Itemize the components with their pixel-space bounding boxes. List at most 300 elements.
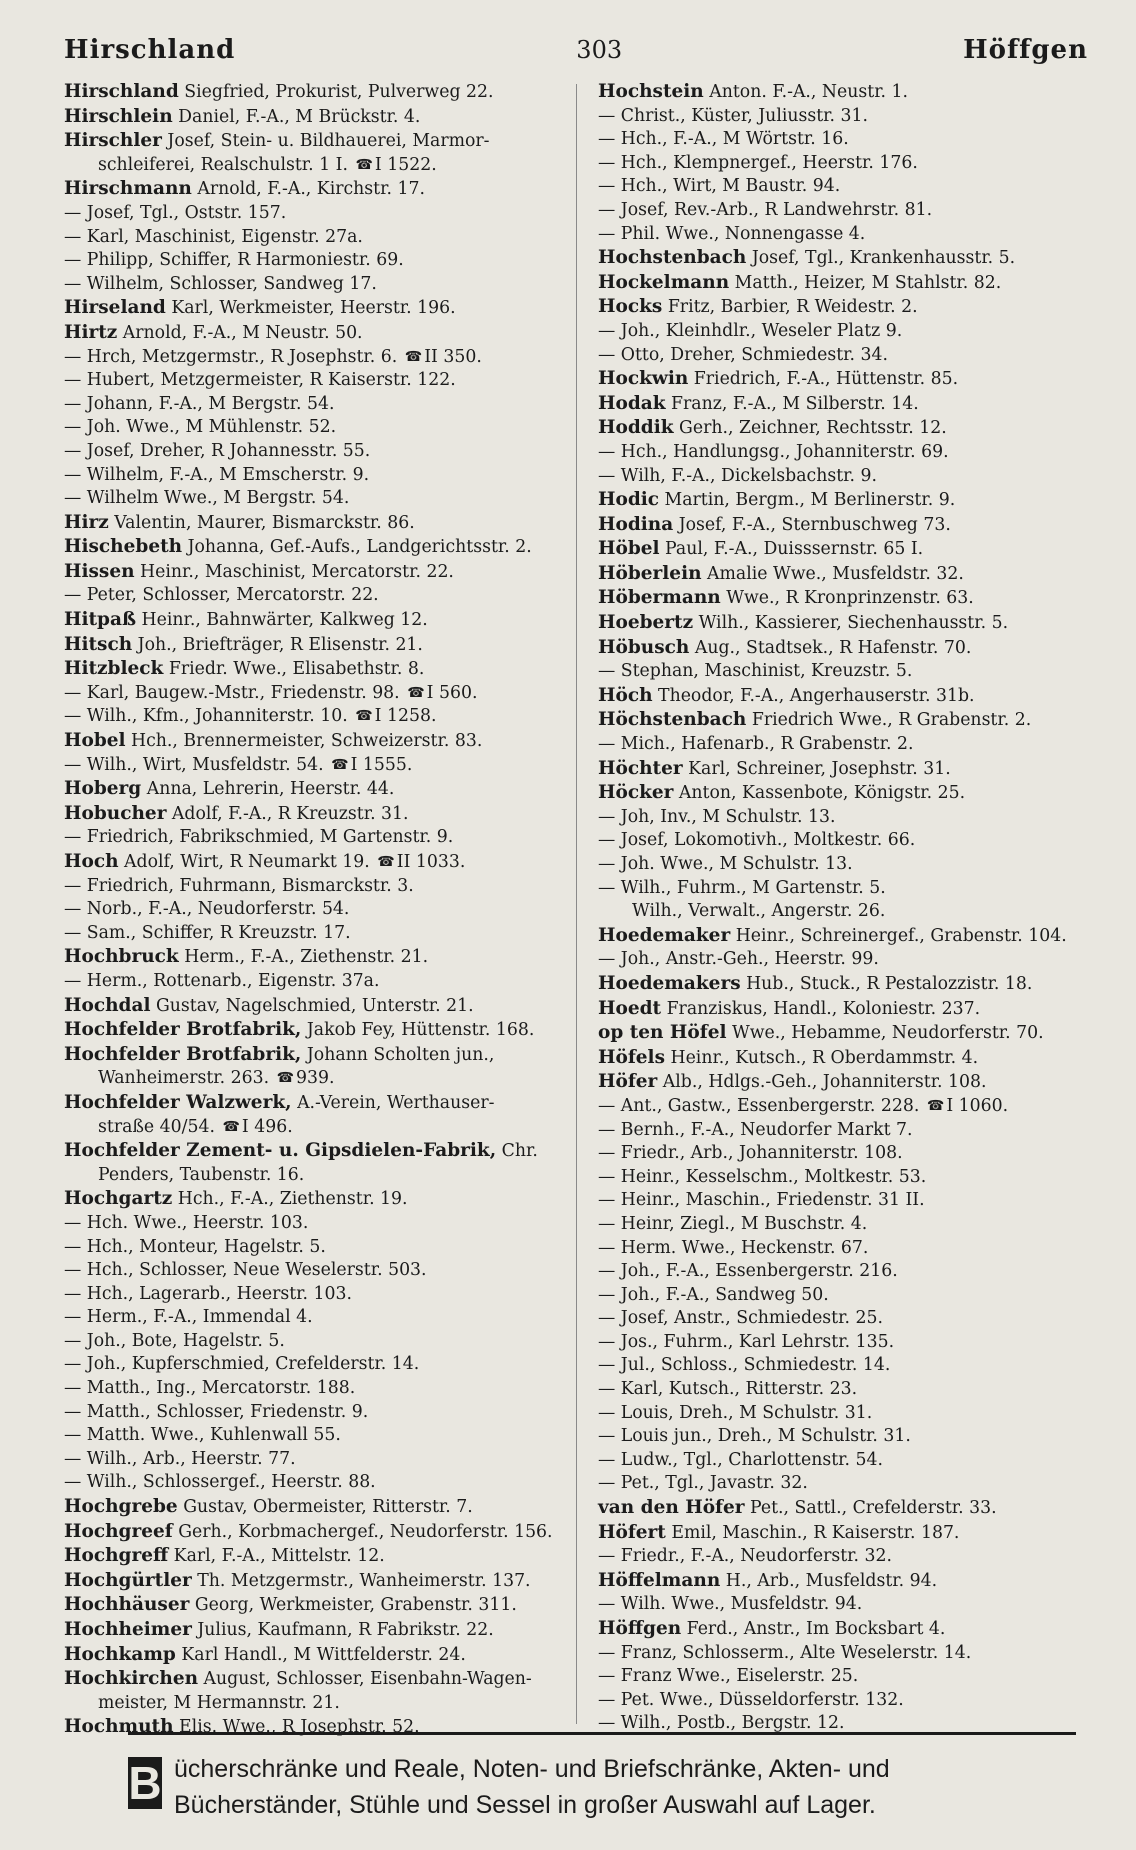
directory-entry [64,945,574,970]
directory-entry [598,684,1088,709]
directory-entry [598,708,1088,733]
directory-entry [64,970,574,994]
entry-details: — Matth., Ing., Mercatorstr. 188. [64,1378,356,1399]
entry-surname: Hodina [598,513,674,535]
entry-phone-number: I 496. [241,1116,293,1137]
directory-entry [598,829,1088,853]
entry-details: — Hch., Monteur, Hagelstr. 5. [64,1236,326,1257]
entry-details: Gustav, Obermeister, Ritterstr. 7. [177,1497,473,1518]
entry-details: — Friedrich, Fabrikschmied, M Gartenstr. 9. [64,827,454,848]
entry-surname: Hochkamp [64,1643,176,1665]
entry-surname: Hochgartz [64,1188,173,1210]
entry-details: — Louis jun., Dreh., M Schulstr. 31. [598,1426,911,1447]
directory-entry [64,1116,574,1140]
directory-entry [64,273,574,297]
entry-surname: Hochbruck [64,946,179,968]
directory-entry [64,1495,574,1520]
entry-details: — Christ., Küster, Juliusstr. 31. [598,105,869,126]
entry-details: — Wilh, F.-A., Dickelsbachstr. 9. [598,465,877,486]
directory-entry [64,487,574,511]
entry-details: Georg, Werkmeister, Grabenstr. 311. [189,1595,517,1616]
entry-details: Anton. F.-A., Neustr. 1. [703,82,909,102]
entry-surname: Höberlein [598,562,702,584]
entry-details: Wilh., Kassierer, Siechenhausstr. 5. [693,613,1009,634]
column-divider [576,84,577,1724]
entry-details: Penders, Taubenstr. 16. [98,1164,305,1185]
entry-details: — Heinr., Maschin., Friedenstr. 31 II. [598,1190,925,1211]
directory-entry [598,152,1088,176]
directory-entry [598,105,1088,129]
directory-entry [598,344,1088,368]
entry-details: Aug., Stadtsek., R Hafenstr. 70. [689,637,972,658]
directory-entry [64,511,574,536]
entry-details: straße 40/54. [98,1116,215,1137]
entry-details: Ferd., Anstr., Im Bocksbart 4. [681,1619,946,1639]
entry-details: — Jos., Fuhrm., Karl Lehrstr. 135. [598,1331,895,1352]
entry-details: — Wilh., Fuhrm., M Gartenstr. 5. [598,877,886,898]
directory-entry [598,1307,1088,1331]
entry-surname: Hochgreff [64,1545,169,1567]
directory-entry [598,1237,1088,1261]
entry-details: H., Arb., Musfeldstr. 94. [720,1570,938,1591]
entry-surname: Hochdal [64,994,151,1016]
directory-entry [64,560,574,585]
entry-details: Johann Scholten jun., [301,1044,495,1065]
entry-details: Karl, Werkmeister, Heerstr. 196. [165,298,456,319]
directory-entry [64,898,574,922]
entry-surname: Hochhäuser [64,1594,190,1616]
ad-text [174,1751,1076,1823]
directory-entry [64,464,574,488]
directory-entry [598,660,1088,684]
directory-entry [598,636,1088,661]
directory-entry [64,1306,574,1330]
directory-entry [598,175,1088,199]
entry-surname: Hirschmann [64,178,192,200]
directory-entry [64,226,574,250]
entry-details: — Wilhelm Wwe., M Bergstr. 54. [64,488,350,509]
entry-surname: Hobel [64,730,126,752]
entry-phone-number: 939. [296,1068,335,1089]
directory-entry [598,1642,1088,1666]
directory-entry [64,1448,574,1472]
entry-details: Franziskus, Handl., Koloniestr. 237. [661,998,981,1019]
directory-entry [64,802,574,827]
directory-entry [64,682,574,706]
directory-entry [598,806,1088,830]
telephone-icon: ☎ [355,708,373,725]
entry-details: — Hrch, Metzgermstr., R Josephstr. 6. [64,346,398,367]
entry-surname: Hitsch [64,633,133,655]
entry-surname: Hocks [598,296,663,318]
entry-surname: Höbusch [598,636,690,658]
directory-entry [64,1471,574,1495]
entry-details: Heinr., Schreinergef., Grabenstr. 104. [730,925,1067,946]
entry-details: — Herm., Rottenarb., Eigenstr. 37a. [64,970,380,991]
entry-phone-number: I 1522. [374,154,437,175]
entry-details: Daniel, F.-A., M Brückstr. 4. [172,106,421,127]
directory-entry [598,1021,1088,1046]
directory-entry [598,733,1088,757]
directory-entry [64,177,574,202]
entry-details: Jakob Fey, Hüttenstr. 168. [301,1020,535,1041]
directory-entry [598,1189,1088,1213]
directory-entry [64,633,574,658]
entry-surname: Hochfelder Walzwerk, [64,1091,292,1113]
entry-details: Wilh., Verwalt., Angerstr. 26. [632,901,886,922]
entry-surname: Höbel [598,538,660,560]
directory-entry [598,1213,1088,1237]
entry-surname: Höffgen [598,1618,682,1639]
ad-initial-letter: B [128,1757,162,1809]
entry-details: Amalie Wwe., Musfeldstr. 32. [701,563,964,584]
entry-details: — Philipp, Schiffer, R Harmoniestr. 69. [64,250,404,271]
entry-details: Valentin, Maurer, Bismarckstr. 86. [108,512,415,533]
entry-details: — Hch., Klempnergef., Heerstr. 176. [598,152,918,173]
entry-details: Heinr., Kutsch., R Oberdammstr. 4. [665,1047,979,1068]
directory-entry [598,1119,1088,1143]
entry-surname: Hochgürtler [64,1569,192,1591]
entry-surname: van den Höfer [598,1497,745,1519]
entry-surname: Höcker [598,782,674,804]
entry-details: — Hubert, Metzgermeister, R Kaiserstr. 122. [64,370,456,391]
entry-surname: Hissen [64,560,135,582]
directory-entry [598,1070,1088,1095]
entry-details: — Wilhelm, Schlosser, Sandweg 17. [64,273,377,294]
ad-line-2: Bücherständer, Stühle und Sessel in großer Auswahl auf Lager. [174,1791,876,1819]
entry-details: Gustav, Nagelschmied, Unterstr. 21. [150,995,474,1016]
entry-details: Arnold, F.-A., M Neustr. 50. [117,322,363,343]
entry-details: — Herm. Wwe., Heckenstr. 67. [598,1237,869,1258]
directory-entry [64,1424,574,1448]
entry-details: Gerh., Zeichner, Rechtsstr. 12. [673,418,947,439]
telephone-icon: ☎ [404,348,423,365]
entry-details: — Norb., F.-A., Neudorferstr. 54. [64,899,350,920]
directory-entry [598,271,1088,296]
entry-surname: Hirseland [64,297,166,319]
directory-entry [64,1259,574,1283]
directory-entry [64,1692,574,1716]
entry-details: Siegfried, Prokurist, Pulverweg 22. [178,82,494,102]
entry-details: Anna, Lehrerin, Heerstr. 44. [141,779,395,800]
entry-details: — Hch. Wwe., Heerstr. 103. [64,1212,309,1233]
entry-surname: Hockwin [598,368,689,390]
entry-phone-number: I 1060. [946,1095,1009,1116]
entry-details: Th. Metzgermstr., Wanheimerstr. 137. [191,1570,531,1591]
entry-surname: Höch [598,684,653,706]
entry-details: — Otto, Dreher, Schmiedestr. 34. [598,344,888,365]
directory-entry [64,1593,574,1618]
directory-entry [598,1378,1088,1402]
entry-details: — Joh, Inv., M Schulstr. 13. [598,806,836,827]
page-header [64,28,1088,72]
directory-entry [64,1618,574,1643]
entry-details: — Joh. Wwe., M Schulstr. 13. [598,854,853,874]
ad-line-1: ücherschränke und Reale, Noten- und Briefschränke, Akten- und [174,1755,890,1783]
directory-entry [598,488,1088,513]
entry-details: — Pet., Tgl., Javastr. 32. [598,1473,808,1494]
directory-entry [64,729,574,754]
entry-details: — Joh., F.-A., Sandweg 50. [598,1284,829,1305]
directory-entry [598,1142,1088,1166]
directory-entry [64,1330,574,1354]
entry-details: — Hch., Handlungsg., Johanniterstr. 69. [598,441,949,462]
directory-entry [598,367,1088,392]
entry-details: Josef, Tgl., Krankenhausstr. 5. [746,248,1016,269]
entry-surname: Hirschlein [64,105,173,127]
page-number: 303 [576,36,623,64]
directory-entry [598,1402,1088,1426]
entry-details: — Joh., Kleinhdlr., Weseler Platz 9. [598,320,903,341]
entry-details: — Heinr., Kesselschm., Moltkestr. 53. [598,1166,927,1187]
entry-surname: Hochfelder Brotfabrik, [64,1043,302,1065]
entry-surname: Hobucher [64,802,167,824]
directory-entry [598,1689,1088,1713]
entry-details: — Stephan, Maschinist, Kreuzstr. 5. [598,661,913,682]
directory-entry [64,1139,574,1164]
entry-phone-number: II 350. [424,346,482,367]
entry-surname: Hochgrebe [64,1496,178,1518]
entry-details: — Matth. Wwe., Kuhlenwall 55. [64,1425,341,1446]
entry-details: — Josef, Anstr., Schmiedestr. 25. [598,1308,883,1329]
directory-entry [64,777,574,802]
entry-surname: Hoebertz [598,612,694,634]
directory-entry [598,223,1088,247]
left-column [64,80,574,1738]
entry-details: Hch., F.-A., Ziethenstr. 19. [172,1189,408,1210]
entry-surname: Hochstenbach [598,247,747,269]
entry-surname: Hochstein [598,81,704,102]
entry-surname: Hischebeth [64,536,183,558]
entry-surname: Hochheimer [64,1619,192,1640]
entry-phone-number: I 1258. [374,706,437,727]
entry-details: — Wilh. Wwe., Musfeldstr. 94. [598,1594,863,1615]
entry-details: Adolf, F.-A., R Kreuzstr. 31. [166,803,409,824]
entry-surname: Höfels [598,1046,665,1068]
directory-entry [598,1046,1088,1071]
entry-details: — Herm., F.-A., Immendal 4. [64,1307,313,1328]
entry-surname: Hoedemaker [598,924,731,946]
directory-entry [64,826,574,850]
entry-details: — Matth., Schlosser, Friedenstr. 9. [64,1401,369,1422]
entry-details: Anton, Kassenbote, Königstr. 25. [673,783,966,804]
entry-surname: Höffelmann [598,1569,721,1591]
directory-entry [64,994,574,1019]
directory-entry [598,1472,1088,1496]
entry-details: — Hch., Wirt, M Baustr. 94. [598,176,841,197]
entry-details: — Heinr, Ziegl., M Buschstr. 4. [598,1213,868,1234]
entry-surname: Hochfelder Zement- u. Gipsdielen-Fabrik, [64,1140,497,1162]
entry-details: — Hch., Lagerarb., Heerstr. 103. [64,1283,352,1304]
directory-entry [64,1667,574,1692]
entry-surname: Höfert [598,1521,666,1543]
directory-entry [64,922,574,946]
entry-surname: Höchter [598,757,683,779]
entry-surname: Hodak [598,392,666,414]
entry-details: Friedrich, F.-A., Hüttenstr. 85. [688,369,959,390]
entry-details: Emil, Maschin., R Kaiserstr. 187. [665,1522,960,1543]
directory-entry [598,320,1088,344]
directory-entry [598,1166,1088,1190]
entry-details: meister, M Hermannstr. 21. [98,1692,340,1713]
directory-entry [598,997,1088,1022]
directory-entry [598,1331,1088,1355]
directory-entry [598,972,1088,997]
directory-entry [598,1449,1088,1473]
directory-entry [64,346,574,370]
directory-entry [598,1593,1088,1617]
entry-surname: op ten Höfel [598,1022,727,1044]
entry-details: Hch., Brennermeister, Schweizerstr. 83. [125,731,483,752]
directory-entry [64,1018,574,1043]
entry-details: Fritz, Barbier, R Weidestr. 2. [662,297,918,318]
right-column [598,80,1088,1732]
directory-entry [64,129,574,154]
entry-details: — Josef, Rev.-Arb., R Landwehrstr. 81. [598,199,933,220]
directory-entry [64,1187,574,1212]
entry-details: schleiferei, Realschulstr. 1 I. [98,154,348,175]
entry-surname: Höchstenbach [598,709,747,731]
directory-entry [64,321,574,346]
directory-entry [64,369,574,393]
entry-details: Heinr., Bahnwärter, Kalkweg 12. [136,610,428,631]
telephone-icon: ☎ [331,756,349,773]
entry-details: Elis. Wwe., R Josephstr. 52. [173,1717,420,1738]
telephone-icon: ☎ [926,1097,945,1114]
entry-details: — Louis, Dreh., M Schulstr. 31. [598,1402,873,1423]
entry-details: — Bernh., F.-A., Neudorfer Markt 7. [598,1119,913,1140]
entry-surname: Hirtz [64,321,118,343]
entry-details: — Mich., Hafenarb., R Grabenstr. 2. [598,734,914,755]
directory-entry [64,202,574,226]
entry-details: — Franz Wwe., Eiselerstr. 25. [598,1666,859,1687]
entry-surname: Hodic [598,489,660,511]
entry-phone-number: I 1555. [350,754,413,775]
entry-surname: Höfer [598,1071,658,1093]
entry-surname: Hirschland [64,81,179,102]
directory-entry [598,537,1088,562]
directory-entry [598,128,1088,152]
entry-details: Franz, F.-A., M Silberstr. 14. [665,393,919,414]
directory-entry [64,535,574,560]
directory-entry [64,416,574,440]
directory-entry [64,296,574,321]
directory-entry [598,1354,1088,1378]
entry-details: — Hch., Schlosser, Neue Weselerstr. 503. [64,1260,427,1281]
directory-entry [64,754,574,778]
directory-entry [64,1212,574,1236]
directory-entry [598,80,1088,105]
entry-details: Gerh., Korbmachergef., Neudorferstr. 156. [172,1521,553,1542]
entry-details: — Joh., Bote, Hagelstr. 5. [64,1330,285,1351]
directory-entry [598,948,1088,972]
telephone-icon: ☎ [377,854,395,870]
directory-entry [64,584,574,608]
entry-details: — Friedr., Arb., Johanniterstr. 108. [598,1143,903,1164]
directory-entry [64,850,574,875]
entry-details: — Wilh., Kfm., Johanniterstr. 10. [64,706,348,727]
entry-details: — Karl, Maschinist, Eigenstr. 27a. [64,226,363,247]
directory-entry [64,1377,574,1401]
directory-entry [64,1401,574,1425]
entry-surname: Hoedemakers [598,972,741,994]
entry-details: Hub., Stuck., R Pestalozzistr. 18. [740,973,1033,994]
entry-details: — Joh., Kupferschmied, Crefelderstr. 14. [64,1354,420,1375]
entry-details: Herm., F.-A., Ziethenstr. 21. [178,947,429,968]
directory-entry [598,1095,1088,1119]
entry-details: Adolf, Wirt, R Neumarkt 19. [118,852,370,872]
entry-details: — Wilh., Wirt, Musfeldstr. 54. [64,754,324,775]
entry-details: Josef, Stein- u. Bildhauerei, Marmor- [161,131,490,152]
entry-details: — Phil. Wwe., Nonnengasse 4. [598,223,866,244]
entry-details: Pet., Sattl., Crefelderstr. 33. [744,1498,997,1519]
entry-details: Paul, F.-A., Duisssernstr. 65 I. [659,539,924,560]
directory-entry [598,1260,1088,1284]
entry-details: — Johann, F.-A., M Bergstr. 54. [64,393,335,414]
entry-phone-number: I 560. [426,682,478,703]
entry-details: — Friedr., F.-A., Neudorferstr. 32. [598,1546,893,1567]
entry-details: Martin, Bergm., M Berlinerstr. 9. [659,490,956,511]
directory-entry [598,562,1088,587]
entry-details: — Jul., Schloss., Schmiedestr. 14. [598,1355,891,1376]
directory-entry [64,1643,574,1668]
directory-entry [64,705,574,729]
entry-details: August, Schlosser, Eisenbahn-Wagen- [198,1669,532,1690]
entry-details: Alb., Hdlgs.-Geh., Johanniterstr. 108. [657,1072,987,1093]
entry-details: Wwe., Hebamme, Neudorferstr. 70. [726,1023,1044,1044]
entry-surname: Hochfelder Brotfabrik, [64,1019,302,1041]
directory-entry [64,1544,574,1569]
entry-details: — Joh. Wwe., M Mühlenstr. 52. [64,417,337,438]
entry-details: Wwe., R Kronprinzenstr. 63. [720,588,974,609]
entry-surname: Hochgreef [64,1520,173,1542]
entry-details: Theodor, F.-A., Angerhauserstr. 31b. [652,685,975,706]
directory-entry [598,1521,1088,1546]
directory-entry [64,440,574,464]
entry-details: — Peter, Schlosser, Mercatorstr. 22. [64,585,379,606]
directory-entry [64,393,574,417]
entry-details: — Karl, Baugew.-Mstr., Friedenstr. 98. [64,682,400,703]
entry-surname: Hockelmann [598,271,730,293]
entry-details: — Karl, Kutsch., Ritterstr. 23. [598,1379,858,1400]
directory-entry [598,199,1088,223]
directory-entry [64,1569,574,1594]
directory-entry [64,105,574,130]
directory-entry [598,1569,1088,1594]
directory-entry [598,1425,1088,1449]
entry-surname: Höbermann [598,587,721,609]
directory-entry [598,416,1088,441]
directory-entry [64,80,574,105]
directory-entry [64,249,574,273]
directory-entry [64,657,574,682]
entry-details: Josef, F.-A., Sternbuschweg 73. [673,514,951,535]
directory-entry [598,757,1088,782]
directory-entry [598,924,1088,949]
directory-entry [598,611,1088,636]
telephone-icon: ☎ [407,684,425,701]
telephone-icon: ☎ [355,156,373,173]
entry-details: — Franz, Schlosserm., Alte Weselerstr. 14. [598,1642,972,1663]
directory-entry [598,900,1088,924]
directory-entry [598,1284,1088,1308]
entry-details: — Josef, Dreher, R Johannesstr. 55. [64,440,371,461]
entry-details: Wanheimerstr. 263. [98,1068,270,1089]
entry-details: — Wilh., Arb., Heerstr. 77. [64,1448,296,1469]
entry-details: Friedrich Wwe., R Grabenstr. 2. [746,710,1032,731]
entry-surname: Hitzbleck [64,658,164,680]
entry-surname: Hoedt [598,997,662,1019]
